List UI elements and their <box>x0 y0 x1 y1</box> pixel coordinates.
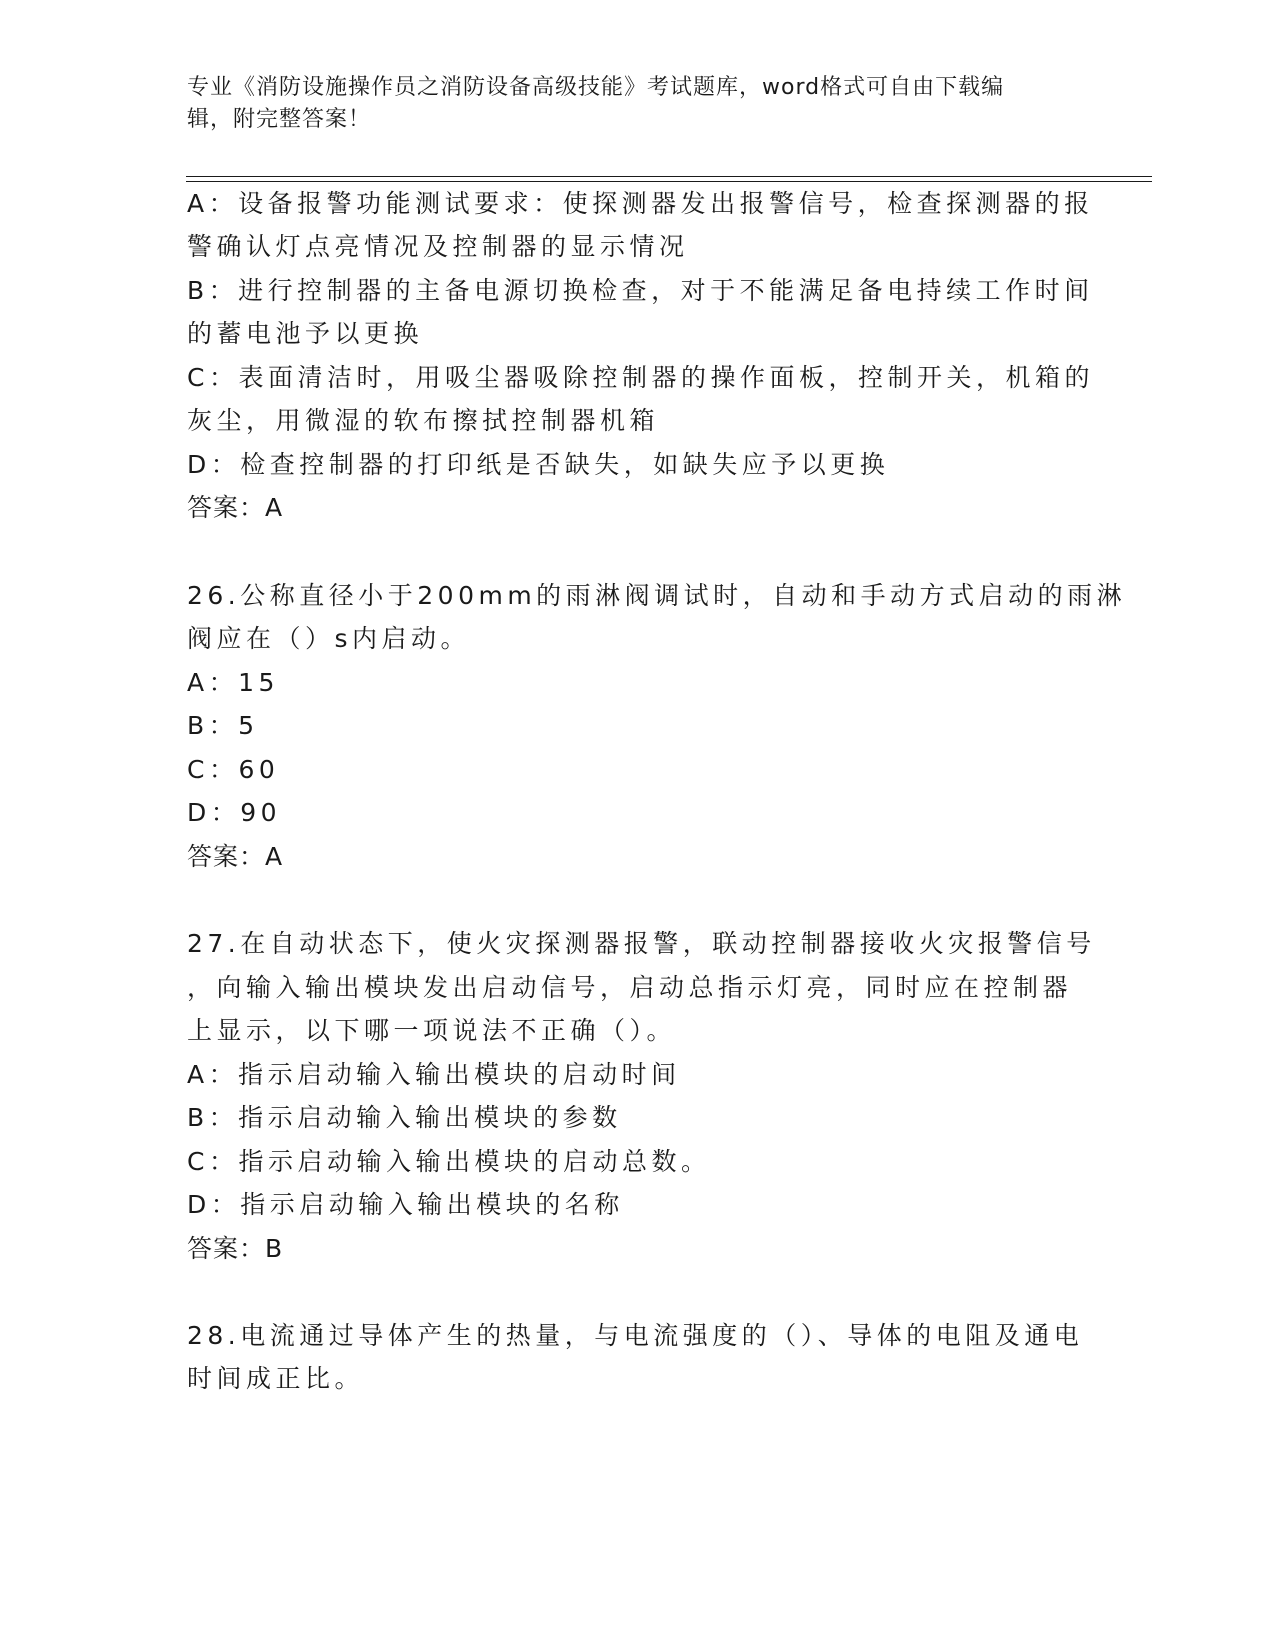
header-line-2: 辑，附完整答案！ <box>187 107 372 132</box>
q27-stem-line-3: 上显示，以下哪一项说法不正确（）。 <box>187 1016 677 1045</box>
q27-stem-line-1: 27.在自动状态下，使火灾探测器报警，联动控制器接收火灾报警信号 <box>187 929 1096 958</box>
prev-option-b-line-1: B：进行控制器的主备电源切换检查，对于不能满足备电持续工作时间 <box>187 276 1094 305</box>
q27-option-d: D：指示启动输入输出模块的名称 <box>187 1190 624 1219</box>
header-line-1: 专业《消防设施操作员之消防设备高级技能》考试题库，word格式可自由下载编 <box>187 75 1005 100</box>
q28-stem-line-2: 时间成正比。 <box>187 1364 365 1393</box>
q27-stem-line-2: ，向输入输出模块发出启动信号，启动总指示灯亮，同时应在控制器 <box>187 973 1073 1002</box>
q26-option-d: D：90 <box>187 798 282 827</box>
header-divider-top <box>186 176 1152 177</box>
q28-stem-line-1: 28.电流通过导体产生的热量，与电流强度的（）、导体的电阻及通电 <box>187 1321 1084 1350</box>
prev-option-a-line-1: A：设备报警功能测试要求：使探测器发出报警信号，检查探测器的报 <box>187 189 1094 218</box>
prev-option-c-line-2: 灰尘，用微湿的软布擦拭控制器机箱 <box>187 406 660 435</box>
q26-stem-line-1: 26.公称直径小于200mm的雨淋阀调试时，自动和手动方式启动的雨淋 <box>187 581 1127 610</box>
prev-option-a-line-2: 警确认灯点亮情况及控制器的显示情况 <box>187 232 689 261</box>
q27-option-c: C：指示启动输入输出模块的启动总数。 <box>187 1147 711 1176</box>
prev-answer: 答案：A <box>187 493 284 522</box>
document-header <box>187 72 1067 136</box>
q26-answer: 答案：A <box>187 842 284 871</box>
q27-answer: 答案：B <box>187 1234 284 1263</box>
q26-stem-line-2: 阀应在（）s内启动。 <box>187 624 471 653</box>
header-divider-bottom <box>186 181 1152 182</box>
q27-option-b: B：指示启动输入输出模块的参数 <box>187 1103 622 1132</box>
q26-option-c: C：60 <box>187 755 280 784</box>
q27-option-a: A：指示启动输入输出模块的启动时间 <box>187 1060 681 1089</box>
q26-option-b: B：5 <box>187 711 259 740</box>
prev-option-b-line-2: 的蓄电池予以更换 <box>187 319 424 348</box>
prev-option-d: D：检查控制器的打印纸是否缺失，如缺失应予以更换 <box>187 450 890 479</box>
prev-option-c-line-1: C：表面清洁时，用吸尘器吸除控制器的操作面板，控制开关，机箱的 <box>187 363 1094 392</box>
q26-option-a: A：15 <box>187 668 279 697</box>
